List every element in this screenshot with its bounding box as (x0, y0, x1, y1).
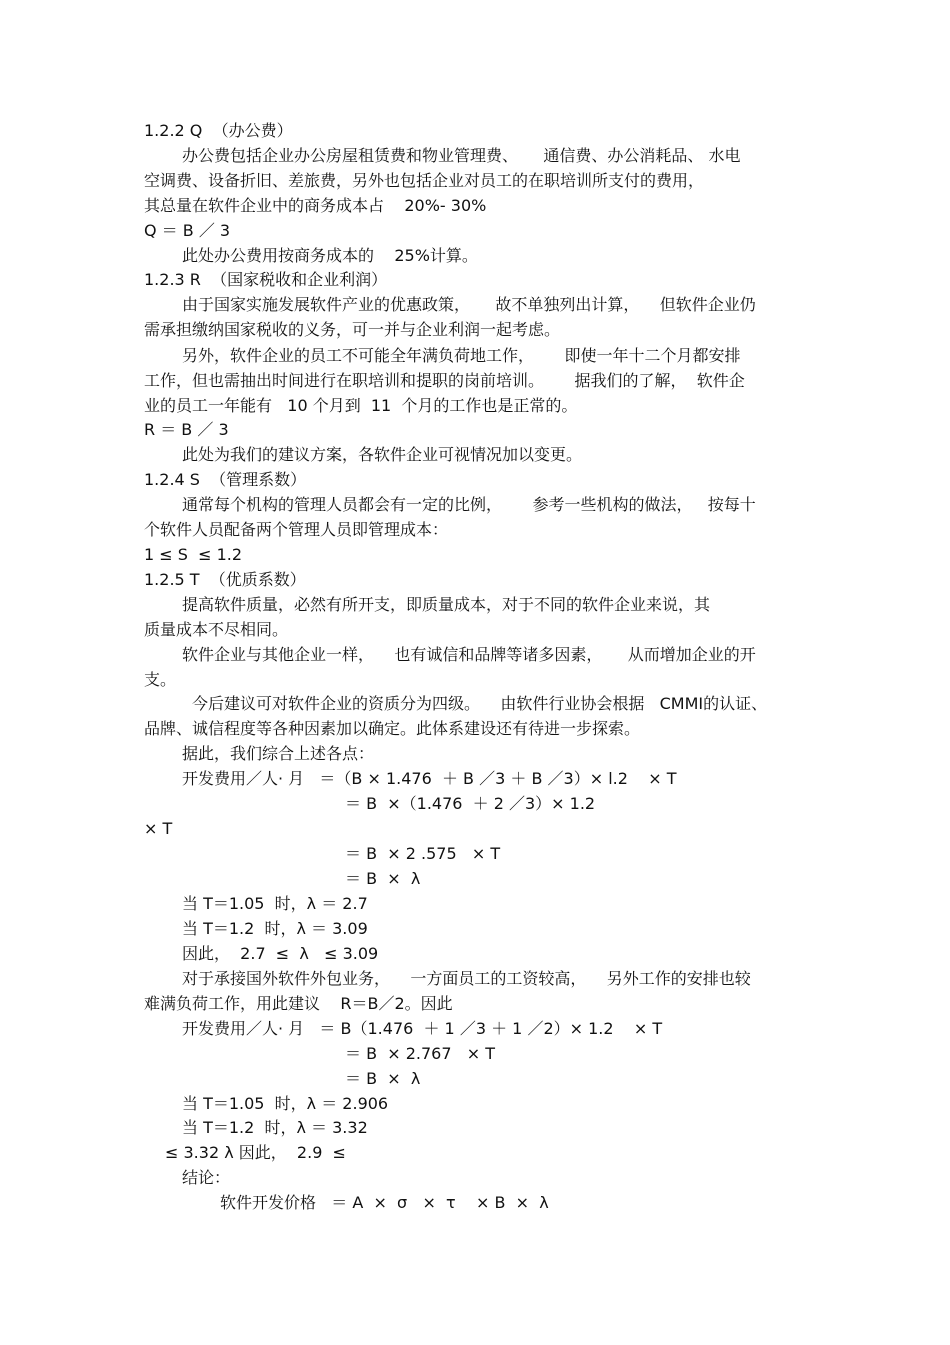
formula-line: 1 ≤ S ≤ 1.2 (144, 545, 243, 564)
paragraph-line: 品牌、诚信程度等各种因素加以确定。此体系建设还有待进一步探索。 (144, 719, 641, 738)
section-heading-s: 1.2.4 S （管理系数） (144, 470, 307, 489)
formula-line: R ＝ B ／ 3 (144, 420, 229, 439)
paragraph-line: 软件企业与其他企业一样， 也有诚信和品牌等诸多因素， 从而增加企业的开 (182, 645, 756, 664)
conclusion-formula: 软件开发价格 ＝ A × σ × τ × B × λ (220, 1193, 549, 1212)
formula-line: 开发费用／人· 月 ＝（B × 1.476 ＋ B ／3 ＋ B ／3）× l.2 × T (182, 769, 677, 788)
paragraph-line: 难满负荷工作，用此建议 R＝B／2。因此 (144, 994, 453, 1013)
formula-line: 开发费用／人· 月 ＝ B（1.476 ＋ 1 ／3 ＋ 1 ／2）× 1.2 × T (182, 1019, 663, 1038)
formula-line: Q ＝ B ／ 3 (144, 221, 231, 240)
paragraph-line: 此处为我们的建议方案，各软件企业可视情况加以变更。 (182, 445, 583, 464)
formula-line: ＝ B × λ (345, 869, 421, 888)
paragraph-line: 此处办公费用按商务成本的 25%计算。 (182, 246, 478, 265)
formula-line: ＝ B × 2 .575 × T (345, 844, 501, 863)
paragraph-line: 另外，软件企业的员工不可能全年满负荷地工作， 即使一年十二个月都安排 (182, 346, 741, 365)
formula-line: 当 T＝1.05 时，λ ＝ 2.7 (182, 894, 368, 913)
formula-line: 当 T＝1.2 时，λ ＝ 3.32 (182, 1118, 368, 1137)
formula-line: ＝ B ×（1.476 ＋ 2 ／3）× 1.2 (345, 794, 596, 813)
paragraph-line: 对于承接国外软件外包业务， 一方面员工的工资较高， 另外工作的安排也较 (182, 969, 751, 988)
paragraph-line: 办公费包括企业办公房屋租赁费和物业管理费、 通信费、办公消耗品、 水电 (182, 146, 741, 165)
paragraph-line: 需承担缴纳国家税收的义务，可一并与企业利润一起考虑。 (144, 320, 561, 339)
paragraph-line: 业的员工一年能有 10 个月到 11 个月的工作也是正常的。 (144, 396, 578, 415)
paragraph-line: 今后建议可对软件企业的资质分为四级。 由软件行业协会根据 CMMI的认证、 (192, 694, 768, 713)
section-heading-q: 1.2.2 Q （办公费） (144, 121, 293, 140)
formula-line: 当 T＝1.05 时，λ ＝ 2.906 (182, 1094, 389, 1113)
conclusion-label: 结论： (182, 1168, 231, 1187)
formula-line: ＝ B × λ (345, 1069, 421, 1088)
formula-line: ≤ 3.32 λ 因此， 2.9 ≤ (165, 1143, 346, 1162)
formula-line: 当 T＝1.2 时，λ ＝ 3.09 (182, 919, 368, 938)
paragraph-line: 个软件人员配备两个管理人员即管理成本： (144, 520, 449, 539)
paragraph-line: 由于国家实施发展软件产业的优惠政策， 故不单独列出计算， 但软件企业仍 (182, 295, 756, 314)
paragraph-line: 空调费、设备折旧、差旅费，另外也包括企业对员工的在职培训所支付的费用， (144, 171, 705, 190)
paragraph-line: 提高软件质量，必然有所开支，即质量成本，对于不同的软件企业来说，其 (182, 595, 711, 614)
formula-line: × T (144, 819, 173, 838)
section-heading-r: 1.2.3 R （国家税收和企业利润） (144, 270, 388, 289)
section-heading-t: 1.2.5 T （优质系数） (144, 570, 306, 589)
formula-line: 因此， 2.7 ≤ λ ≤ 3.09 (182, 944, 379, 963)
formula-line: ＝ B × 2.767 × T (345, 1044, 496, 1063)
paragraph-line: 通常每个机构的管理人员都会有一定的比例， 参考一些机构的做法， 按每十 (182, 495, 756, 514)
paragraph-line: 据此，我们综合上述各点： (182, 744, 375, 763)
paragraph-line: 质量成本不尽相同。 (144, 620, 289, 639)
paragraph-line: 支。 (144, 670, 177, 689)
paragraph-line: 工作，但也需抽出时间进行在职培训和提职的岗前培训。 据我们的了解， 软件企 (144, 371, 745, 390)
paragraph-line: 其总量在软件企业中的商务成本占 20%- 30% (144, 196, 487, 215)
